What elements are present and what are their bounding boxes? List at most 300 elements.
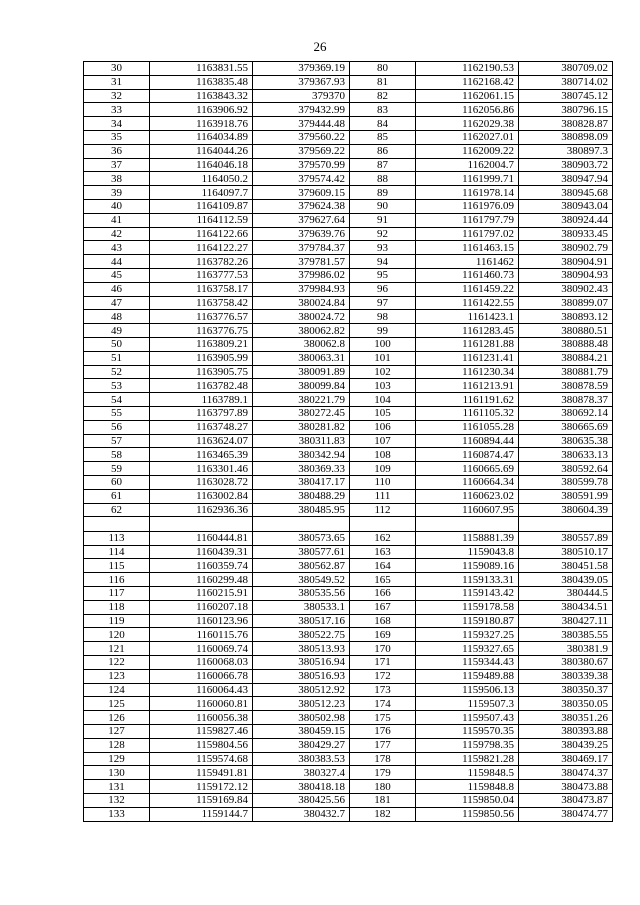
x-coordinate-cell: 1163624.07 <box>150 434 253 448</box>
x-coordinate-cell: 1161283.45 <box>416 324 519 338</box>
x-coordinate-cell: 1164050.2 <box>150 172 253 186</box>
x-coordinate-cell: 1160069.74 <box>150 642 253 656</box>
x-coordinate-cell: 1163028.72 <box>150 475 253 489</box>
point-number-cell: 116 <box>84 573 150 587</box>
y-coordinate-cell: 380474.37 <box>519 766 613 780</box>
x-coordinate-cell: 1160359.74 <box>150 559 253 573</box>
coordinates-table <box>83 61 613 822</box>
table-row <box>84 296 613 310</box>
coordinates-table-body <box>84 62 613 822</box>
point-number-cell: 44 <box>84 255 150 269</box>
point-number-cell: 180 <box>350 780 416 794</box>
x-coordinate-cell: 1159570.35 <box>416 724 519 738</box>
table-row <box>84 628 613 642</box>
y-coordinate-cell: 380459.15 <box>253 724 350 738</box>
y-coordinate-cell: 379570.99 <box>253 158 350 172</box>
point-number-cell: 35 <box>84 130 150 144</box>
x-coordinate-cell: 1160056.38 <box>150 711 253 725</box>
y-coordinate-cell: 380350.05 <box>519 697 613 711</box>
y-coordinate-cell: 380369.33 <box>253 462 350 476</box>
y-coordinate-cell: 380272.45 <box>253 406 350 420</box>
table-row <box>84 434 613 448</box>
x-coordinate-cell: 1164122.66 <box>150 227 253 241</box>
point-number-cell: 54 <box>84 393 150 407</box>
point-number-cell: 57 <box>84 434 150 448</box>
point-number-cell: 162 <box>350 531 416 545</box>
point-number-cell: 58 <box>84 448 150 462</box>
y-coordinate-cell: 380745.12 <box>519 89 613 103</box>
y-coordinate-cell: 380510.17 <box>519 545 613 559</box>
y-coordinate-cell: 380692.14 <box>519 406 613 420</box>
y-coordinate-cell: 379624.38 <box>253 199 350 213</box>
point-number-cell: 133 <box>84 807 150 821</box>
point-number-cell: 125 <box>84 697 150 711</box>
table-row <box>84 724 613 738</box>
x-coordinate-cell: 1164109.87 <box>150 199 253 213</box>
y-coordinate-cell: 380591.99 <box>519 489 613 503</box>
x-coordinate-cell: 1163748.27 <box>150 420 253 434</box>
y-coordinate-cell: 379986.02 <box>253 268 350 282</box>
y-coordinate-cell: 380947.94 <box>519 172 613 186</box>
x-coordinate-cell: 1159133.31 <box>416 573 519 587</box>
x-coordinate-cell: 1164034.89 <box>150 130 253 144</box>
y-coordinate-cell: 380473.88 <box>519 780 613 794</box>
point-number-cell: 36 <box>84 144 150 158</box>
point-number-cell: 86 <box>350 144 416 158</box>
point-number-cell: 110 <box>350 475 416 489</box>
x-coordinate-cell: 1159144.7 <box>150 807 253 821</box>
y-coordinate-cell: 380893.12 <box>519 310 613 324</box>
point-number-cell: 120 <box>84 628 150 642</box>
x-coordinate-cell: 1159850.04 <box>416 793 519 807</box>
y-coordinate-cell: 380516.93 <box>253 669 350 683</box>
table-row <box>84 351 613 365</box>
point-number-cell: 48 <box>84 310 150 324</box>
point-number-cell: 89 <box>350 186 416 200</box>
y-coordinate-cell: 380549.52 <box>253 573 350 587</box>
y-coordinate-cell: 380878.59 <box>519 379 613 393</box>
y-coordinate-cell: 380903.72 <box>519 158 613 172</box>
table-row <box>84 683 613 697</box>
x-coordinate-cell: 1160123.96 <box>150 614 253 628</box>
point-number-cell: 126 <box>84 711 150 725</box>
x-coordinate-cell: 1163777.53 <box>150 268 253 282</box>
y-coordinate-cell: 380432.7 <box>253 807 350 821</box>
x-coordinate-cell: 1159327.25 <box>416 628 519 642</box>
y-coordinate-cell: 380311.83 <box>253 434 350 448</box>
point-number-cell: 101 <box>350 351 416 365</box>
y-coordinate-cell: 380091.89 <box>253 365 350 379</box>
point-number-cell: 178 <box>350 752 416 766</box>
x-coordinate-cell: 1159180.87 <box>416 614 519 628</box>
table-row <box>84 379 613 393</box>
point-number-cell: 164 <box>350 559 416 573</box>
x-coordinate-cell: 1159143.42 <box>416 586 519 600</box>
point-number-cell: 80 <box>350 62 416 76</box>
y-coordinate-cell: 380393.88 <box>519 724 613 738</box>
x-coordinate-cell: 1163776.75 <box>150 324 253 338</box>
table-row <box>84 103 613 117</box>
y-coordinate-cell: 379639.76 <box>253 227 350 241</box>
y-coordinate-cell: 380429.27 <box>253 738 350 752</box>
x-coordinate-cell: 1159344.43 <box>416 655 519 669</box>
y-coordinate-cell: 380473.87 <box>519 793 613 807</box>
y-coordinate-cell: 380522.75 <box>253 628 350 642</box>
table-row <box>84 199 613 213</box>
y-coordinate-cell: 380469.17 <box>519 752 613 766</box>
point-number-cell: 113 <box>84 531 150 545</box>
point-number-cell: 83 <box>350 103 416 117</box>
y-coordinate-cell: 380099.84 <box>253 379 350 393</box>
x-coordinate-cell: 1159089.16 <box>416 559 519 573</box>
y-coordinate-cell: 380502.98 <box>253 711 350 725</box>
point-number-cell: 92 <box>350 227 416 241</box>
x-coordinate-cell: 1161460.73 <box>416 268 519 282</box>
x-coordinate-cell: 1160207.18 <box>150 600 253 614</box>
point-number-cell: 45 <box>84 268 150 282</box>
point-number-cell: 131 <box>84 780 150 794</box>
y-coordinate-cell: 380557.89 <box>519 531 613 545</box>
table-row <box>84 62 613 76</box>
x-coordinate-cell: 1163002.84 <box>150 489 253 503</box>
y-coordinate-cell: 380898.09 <box>519 130 613 144</box>
table-row <box>84 310 613 324</box>
y-coordinate-cell: 380380.67 <box>519 655 613 669</box>
x-coordinate-cell: 1159821.28 <box>416 752 519 766</box>
x-coordinate-cell: 1162190.53 <box>416 62 519 76</box>
y-coordinate-cell: 379369.19 <box>253 62 350 76</box>
x-coordinate-cell: 1160060.81 <box>150 697 253 711</box>
x-coordinate-cell: 1160439.31 <box>150 545 253 559</box>
y-coordinate-cell: 380604.39 <box>519 503 613 517</box>
x-coordinate-cell: 1163843.32 <box>150 89 253 103</box>
y-coordinate-cell: 380592.64 <box>519 462 613 476</box>
y-coordinate-cell: 379367.93 <box>253 75 350 89</box>
point-number-cell: 174 <box>350 697 416 711</box>
point-number-cell: 88 <box>350 172 416 186</box>
table-row <box>84 420 613 434</box>
point-number-cell: 40 <box>84 199 150 213</box>
y-coordinate-cell: 380439.25 <box>519 738 613 752</box>
table-row <box>84 448 613 462</box>
x-coordinate-cell: 1163809.21 <box>150 337 253 351</box>
point-number-cell: 60 <box>84 475 150 489</box>
y-coordinate-cell: 380427.11 <box>519 614 613 628</box>
x-coordinate-cell: 1159327.65 <box>416 642 519 656</box>
empty-cell <box>150 517 253 532</box>
y-coordinate-cell: 380512.92 <box>253 683 350 697</box>
table-row <box>84 669 613 683</box>
x-coordinate-cell: 1163918.76 <box>150 117 253 131</box>
y-coordinate-cell: 380342.94 <box>253 448 350 462</box>
x-coordinate-cell: 1158881.39 <box>416 531 519 545</box>
table-row <box>84 503 613 517</box>
x-coordinate-cell: 1159507.43 <box>416 711 519 725</box>
y-coordinate-cell: 380281.82 <box>253 420 350 434</box>
point-number-cell: 90 <box>350 199 416 213</box>
y-coordinate-cell: 380474.77 <box>519 807 613 821</box>
point-number-cell: 95 <box>350 268 416 282</box>
point-number-cell: 39 <box>84 186 150 200</box>
y-coordinate-cell: 380902.43 <box>519 282 613 296</box>
table-row <box>84 337 613 351</box>
table-row <box>84 255 613 269</box>
x-coordinate-cell: 1161230.34 <box>416 365 519 379</box>
point-number-cell: 96 <box>350 282 416 296</box>
point-number-cell: 114 <box>84 545 150 559</box>
y-coordinate-cell: 380062.8 <box>253 337 350 351</box>
table-row <box>84 489 613 503</box>
point-number-cell: 130 <box>84 766 150 780</box>
y-coordinate-cell: 380897.3 <box>519 144 613 158</box>
y-coordinate-cell: 380513.93 <box>253 642 350 656</box>
x-coordinate-cell: 1160215.91 <box>150 586 253 600</box>
point-number-cell: 51 <box>84 351 150 365</box>
point-number-cell: 41 <box>84 213 150 227</box>
x-coordinate-cell: 1163797.89 <box>150 406 253 420</box>
point-number-cell: 62 <box>84 503 150 517</box>
point-number-cell: 103 <box>350 379 416 393</box>
point-number-cell: 121 <box>84 642 150 656</box>
x-coordinate-cell: 1159489.88 <box>416 669 519 683</box>
y-coordinate-cell: 380517.16 <box>253 614 350 628</box>
x-coordinate-cell: 1163758.42 <box>150 296 253 310</box>
separator-row <box>84 517 613 532</box>
y-coordinate-cell: 380881.79 <box>519 365 613 379</box>
table-row <box>84 172 613 186</box>
x-coordinate-cell: 1159804.56 <box>150 738 253 752</box>
point-number-cell: 182 <box>350 807 416 821</box>
table-row <box>84 738 613 752</box>
x-coordinate-cell: 1161105.32 <box>416 406 519 420</box>
y-coordinate-cell: 380796.15 <box>519 103 613 117</box>
x-coordinate-cell: 1161213.91 <box>416 379 519 393</box>
x-coordinate-cell: 1160894.44 <box>416 434 519 448</box>
y-coordinate-cell: 380665.69 <box>519 420 613 434</box>
x-coordinate-cell: 1163905.99 <box>150 351 253 365</box>
point-number-cell: 84 <box>350 117 416 131</box>
point-number-cell: 85 <box>350 130 416 144</box>
point-number-cell: 166 <box>350 586 416 600</box>
x-coordinate-cell: 1162061.15 <box>416 89 519 103</box>
point-number-cell: 97 <box>350 296 416 310</box>
x-coordinate-cell: 1160665.69 <box>416 462 519 476</box>
y-coordinate-cell: 380635.38 <box>519 434 613 448</box>
point-number-cell: 105 <box>350 406 416 420</box>
x-coordinate-cell: 1159507.3 <box>416 697 519 711</box>
y-coordinate-cell: 380383.53 <box>253 752 350 766</box>
x-coordinate-cell: 1160064.43 <box>150 683 253 697</box>
x-coordinate-cell: 1163905.75 <box>150 365 253 379</box>
point-number-cell: 91 <box>350 213 416 227</box>
point-number-cell: 98 <box>350 310 416 324</box>
point-number-cell: 123 <box>84 669 150 683</box>
x-coordinate-cell: 1162936.36 <box>150 503 253 517</box>
point-number-cell: 55 <box>84 406 150 420</box>
point-number-cell: 173 <box>350 683 416 697</box>
point-number-cell: 168 <box>350 614 416 628</box>
x-coordinate-cell: 1163301.46 <box>150 462 253 476</box>
y-coordinate-cell: 380417.17 <box>253 475 350 489</box>
point-number-cell: 53 <box>84 379 150 393</box>
x-coordinate-cell: 1161055.28 <box>416 420 519 434</box>
x-coordinate-cell: 1163906.92 <box>150 103 253 117</box>
point-number-cell: 52 <box>84 365 150 379</box>
y-coordinate-cell: 379569.22 <box>253 144 350 158</box>
y-coordinate-cell: 380709.02 <box>519 62 613 76</box>
y-coordinate-cell: 380599.78 <box>519 475 613 489</box>
page-number: 26 <box>313 39 327 54</box>
point-number-cell: 112 <box>350 503 416 517</box>
x-coordinate-cell: 1159798.35 <box>416 738 519 752</box>
x-coordinate-cell: 1163789.1 <box>150 393 253 407</box>
x-coordinate-cell: 1163782.26 <box>150 255 253 269</box>
y-coordinate-cell: 380451.58 <box>519 559 613 573</box>
table-row <box>84 807 613 821</box>
y-coordinate-cell: 379444.48 <box>253 117 350 131</box>
x-coordinate-cell: 1161281.88 <box>416 337 519 351</box>
x-coordinate-cell: 1160115.76 <box>150 628 253 642</box>
point-number-cell: 61 <box>84 489 150 503</box>
empty-cell <box>519 517 613 532</box>
y-coordinate-cell: 380902.79 <box>519 241 613 255</box>
y-coordinate-cell: 380488.29 <box>253 489 350 503</box>
x-coordinate-cell: 1164122.27 <box>150 241 253 255</box>
table-row <box>84 75 613 89</box>
point-number-cell: 167 <box>350 600 416 614</box>
point-number-cell: 111 <box>350 489 416 503</box>
x-coordinate-cell: 1159850.56 <box>416 807 519 821</box>
table-row <box>84 614 613 628</box>
y-coordinate-cell: 380577.61 <box>253 545 350 559</box>
table-row <box>84 117 613 131</box>
y-coordinate-cell: 380533.1 <box>253 600 350 614</box>
y-coordinate-cell: 380485.95 <box>253 503 350 517</box>
y-coordinate-cell: 380516.94 <box>253 655 350 669</box>
point-number-cell: 42 <box>84 227 150 241</box>
y-coordinate-cell: 380933.45 <box>519 227 613 241</box>
x-coordinate-cell: 1163782.48 <box>150 379 253 393</box>
table-row <box>84 766 613 780</box>
y-coordinate-cell: 380063.31 <box>253 351 350 365</box>
x-coordinate-cell: 1159169.84 <box>150 793 253 807</box>
y-coordinate-cell: 379781.57 <box>253 255 350 269</box>
point-number-cell: 177 <box>350 738 416 752</box>
point-number-cell: 122 <box>84 655 150 669</box>
table-row <box>84 268 613 282</box>
point-number-cell: 115 <box>84 559 150 573</box>
point-number-cell: 32 <box>84 89 150 103</box>
point-number-cell: 37 <box>84 158 150 172</box>
y-coordinate-cell: 380904.91 <box>519 255 613 269</box>
table-row <box>84 752 613 766</box>
table-row <box>84 158 613 172</box>
point-number-cell: 93 <box>350 241 416 255</box>
x-coordinate-cell: 1161191.62 <box>416 393 519 407</box>
point-number-cell: 132 <box>84 793 150 807</box>
table-row <box>84 642 613 656</box>
y-coordinate-cell: 379784.37 <box>253 241 350 255</box>
x-coordinate-cell: 1164097.7 <box>150 186 253 200</box>
point-number-cell: 118 <box>84 600 150 614</box>
table-row <box>84 213 613 227</box>
x-coordinate-cell: 1163465.39 <box>150 448 253 462</box>
point-number-cell: 94 <box>350 255 416 269</box>
x-coordinate-cell: 1161462 <box>416 255 519 269</box>
point-number-cell: 117 <box>84 586 150 600</box>
table-row <box>84 186 613 200</box>
y-coordinate-cell: 380381.9 <box>519 642 613 656</box>
table-row <box>84 655 613 669</box>
point-number-cell: 99 <box>350 324 416 338</box>
table-row <box>84 531 613 545</box>
point-number-cell: 46 <box>84 282 150 296</box>
x-coordinate-cell: 1159043.8 <box>416 545 519 559</box>
point-number-cell: 104 <box>350 393 416 407</box>
x-coordinate-cell: 1161422.55 <box>416 296 519 310</box>
empty-cell <box>84 517 150 532</box>
y-coordinate-cell: 380024.84 <box>253 296 350 310</box>
x-coordinate-cell: 1164046.18 <box>150 158 253 172</box>
point-number-cell: 82 <box>350 89 416 103</box>
x-coordinate-cell: 1162009.22 <box>416 144 519 158</box>
table-row <box>84 393 613 407</box>
point-number-cell: 47 <box>84 296 150 310</box>
x-coordinate-cell: 1160607.95 <box>416 503 519 517</box>
y-coordinate-cell: 380512.23 <box>253 697 350 711</box>
table-row <box>84 241 613 255</box>
x-coordinate-cell: 1161976.09 <box>416 199 519 213</box>
point-number-cell: 169 <box>350 628 416 642</box>
x-coordinate-cell: 1160623.02 <box>416 489 519 503</box>
x-coordinate-cell: 1161459.22 <box>416 282 519 296</box>
y-coordinate-cell: 379609.15 <box>253 186 350 200</box>
empty-cell <box>253 517 350 532</box>
x-coordinate-cell: 1159178.58 <box>416 600 519 614</box>
table-row <box>84 475 613 489</box>
point-number-cell: 100 <box>350 337 416 351</box>
y-coordinate-cell: 380418.18 <box>253 780 350 794</box>
y-coordinate-cell: 380899.07 <box>519 296 613 310</box>
x-coordinate-cell: 1161797.02 <box>416 227 519 241</box>
x-coordinate-cell: 1161463.15 <box>416 241 519 255</box>
point-number-cell: 108 <box>350 448 416 462</box>
point-number-cell: 176 <box>350 724 416 738</box>
x-coordinate-cell: 1160444.81 <box>150 531 253 545</box>
y-coordinate-cell: 380350.37 <box>519 683 613 697</box>
point-number-cell: 38 <box>84 172 150 186</box>
x-coordinate-cell: 1160066.78 <box>150 669 253 683</box>
y-coordinate-cell: 380945.68 <box>519 186 613 200</box>
table-row <box>84 462 613 476</box>
y-coordinate-cell: 379574.42 <box>253 172 350 186</box>
x-coordinate-cell: 1163835.48 <box>150 75 253 89</box>
point-number-cell: 109 <box>350 462 416 476</box>
point-number-cell: 43 <box>84 241 150 255</box>
x-coordinate-cell: 1160068.03 <box>150 655 253 669</box>
table-row <box>84 282 613 296</box>
y-coordinate-cell: 380880.51 <box>519 324 613 338</box>
y-coordinate-cell: 380904.93 <box>519 268 613 282</box>
x-coordinate-cell: 1159506.13 <box>416 683 519 697</box>
y-coordinate-cell: 380535.56 <box>253 586 350 600</box>
point-number-cell: 31 <box>84 75 150 89</box>
table-row <box>84 406 613 420</box>
x-coordinate-cell: 1162004.7 <box>416 158 519 172</box>
x-coordinate-cell: 1163831.55 <box>150 62 253 76</box>
x-coordinate-cell: 1162168.42 <box>416 75 519 89</box>
x-coordinate-cell: 1162029.38 <box>416 117 519 131</box>
